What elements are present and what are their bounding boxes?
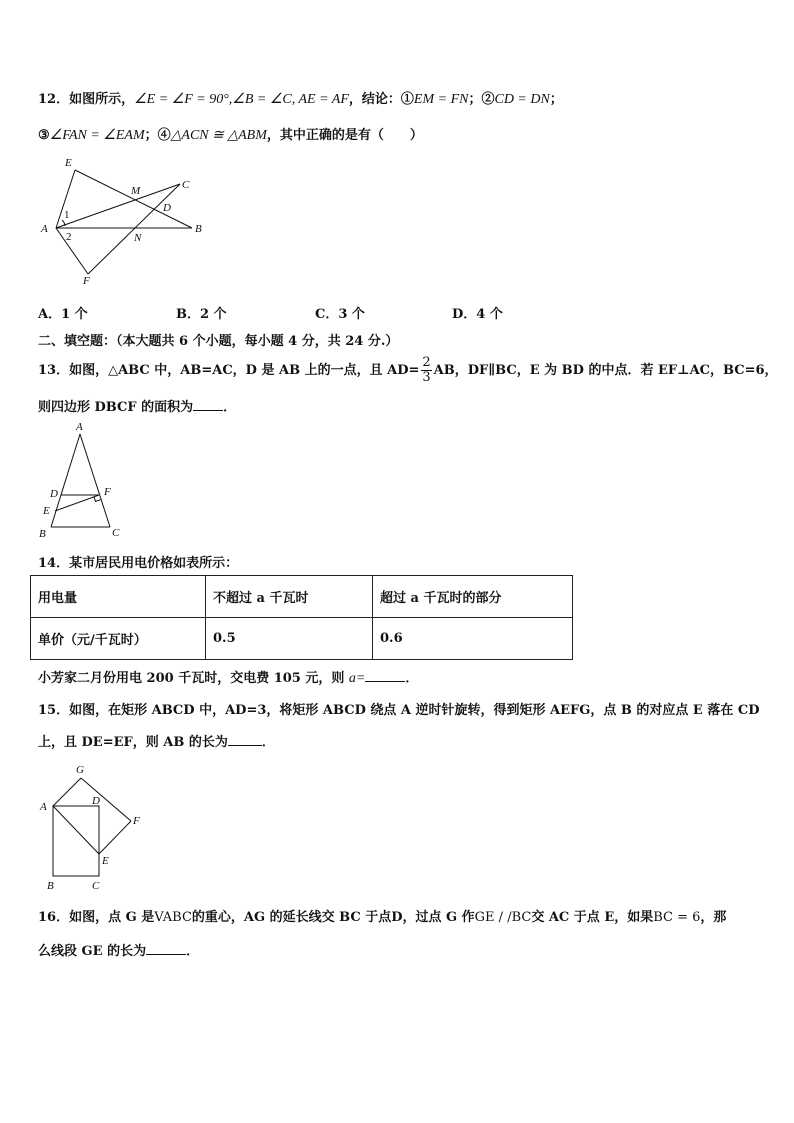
q12-c4-prefix: ；④ xyxy=(144,128,171,143)
q12-option-b: B．2 个 xyxy=(176,307,227,322)
table-cell-price-over: 0.6 xyxy=(373,618,573,660)
table-cell-unit-price: 单价（元/千瓦时） xyxy=(31,618,206,660)
q13-label-A: A xyxy=(76,421,83,433)
q13-label-B: B xyxy=(39,528,46,540)
table-header-over: 超过 a 千瓦时的部分 xyxy=(373,576,573,618)
q12-option-c: C．3 个 xyxy=(315,307,365,322)
q16-bc: BC = 6 xyxy=(653,910,701,925)
q15-line1: 15．如图，在矩形 ABCD 中，AD=3，将矩形 ABCD 绕点 A 逆时针旋转，得到矩形 AEFG，点 B 的对应点 E 落在 CD xyxy=(38,703,760,718)
q13-prefix: 13．如图，△ABC 中，AB=AC，D 是 AB 上的一点，且 AD= xyxy=(38,363,420,378)
q12-prefix: 12．如图所示， xyxy=(38,92,135,107)
q14-var: a= xyxy=(348,671,366,686)
q12-label-B: B xyxy=(195,223,202,235)
q16-mid: 的重心，AG 的延长线交 BC 于点D，过点 G 作 xyxy=(191,910,475,925)
q15-label-C: C xyxy=(92,880,100,892)
q12-conclusion-1: EM = FN xyxy=(413,92,469,107)
q15-label-A: A xyxy=(40,801,47,813)
q13-figure xyxy=(32,420,132,542)
q12-line2 xyxy=(38,124,423,144)
q16-question: 么线段 GE 的长为 xyxy=(38,944,147,959)
q14-question xyxy=(38,667,418,687)
q12-label-D: D xyxy=(163,202,171,214)
q16-prefix: 16．如图，点 G 是 xyxy=(38,910,155,925)
table-row xyxy=(31,618,573,660)
q14-end: ． xyxy=(405,671,419,686)
q14-intro: 14．某市居民用电价格如表所示： xyxy=(38,556,239,571)
q12-label-angle2: 2 xyxy=(66,231,72,243)
q16-end: ． xyxy=(186,944,200,959)
q14-question-text: 小芳家二月份用电 200 千瓦时，交电费 105 元，则 xyxy=(38,671,349,686)
section2-title: 二、填空题：（本大题共 6 个小题，每小题 4 分，共 24 分.） xyxy=(38,334,399,349)
q12-end: ； xyxy=(549,92,563,107)
q16-parallel: GE / /BC xyxy=(474,910,532,925)
q16-triangle: VABC xyxy=(154,910,192,925)
q16-end1: ，那 xyxy=(700,910,727,925)
q16-line2 xyxy=(38,940,199,959)
q12-label-C: C xyxy=(182,179,190,191)
q15-line2 xyxy=(38,731,275,750)
q15-label-D: D xyxy=(92,795,100,807)
q16-answer-blank[interactable] xyxy=(146,942,186,955)
q16-mid2: 交 AC 于点 E，如果 xyxy=(531,910,654,925)
q14-answer-blank[interactable] xyxy=(365,669,405,682)
q15-answer-blank[interactable] xyxy=(228,733,262,746)
electricity-price-table xyxy=(30,575,573,660)
q15-end: ． xyxy=(261,735,275,750)
q13-end: ． xyxy=(223,400,237,415)
q12-option-d: D．4 个 xyxy=(452,307,503,322)
table-header-usage: 用电量 xyxy=(31,576,206,618)
q15-label-G: G xyxy=(76,764,84,776)
q13-label-E: E xyxy=(43,505,50,517)
q15-label-B: B xyxy=(47,880,54,892)
q12-label-F: F xyxy=(83,275,90,287)
q13-question: 则四边形 DBCF 的面积为 xyxy=(38,400,194,415)
q16-line1 xyxy=(38,906,726,925)
q15-figure xyxy=(34,758,154,894)
q13-frac-den: 3 xyxy=(422,370,431,385)
q13-label-C: C xyxy=(112,527,120,539)
q15-question: 上，且 DE=EF，则 AB 的长为 xyxy=(38,735,228,750)
q13-answer-blank[interactable] xyxy=(193,398,223,411)
q15-label-F: F xyxy=(133,815,140,827)
q12-line1 xyxy=(38,88,563,108)
q12-sep: ；② xyxy=(468,92,495,107)
q12-option-a: A．1 个 xyxy=(38,307,88,322)
q12-conclusion-2: CD = DN xyxy=(494,92,550,107)
table-row xyxy=(31,576,573,618)
q12-conclusion-3: ∠FAN = ∠EAM xyxy=(49,128,145,143)
q13-line1 xyxy=(38,356,778,385)
q12-label-A: A xyxy=(41,223,48,235)
q12-figure xyxy=(30,150,220,290)
q15-label-E: E xyxy=(102,855,109,867)
q13-frac-num: 2 xyxy=(422,355,431,370)
q12-line2-end: ，其中正确的是有（ ） xyxy=(266,128,423,143)
q13-label-F: F xyxy=(104,486,111,498)
table-cell-price-under: 0.5 xyxy=(206,618,373,660)
q13-label-D: D xyxy=(50,488,58,500)
q12-label-N: N xyxy=(134,232,142,244)
q12-label-M: M xyxy=(131,185,141,197)
table-header-under: 不超过 a 千瓦时 xyxy=(206,576,373,618)
q12-conclusion-4: △ACN ≅ △ABM xyxy=(170,128,267,143)
q12-label-E: E xyxy=(65,157,72,169)
q13-suffix: AB，DF∥BC，E 为 BD 的中点．若 EF⊥AC，BC=6， xyxy=(433,363,778,378)
q13-fraction xyxy=(421,356,431,385)
q12-label-angle1: 1 xyxy=(64,209,70,221)
q12-c3-prefix: ③ xyxy=(38,128,50,143)
q12-mid: ，结论：① xyxy=(348,92,414,107)
q12-given: ∠E = ∠F = 90°,∠B = ∠C, AE = AF xyxy=(134,92,349,107)
q13-line2 xyxy=(38,396,236,415)
